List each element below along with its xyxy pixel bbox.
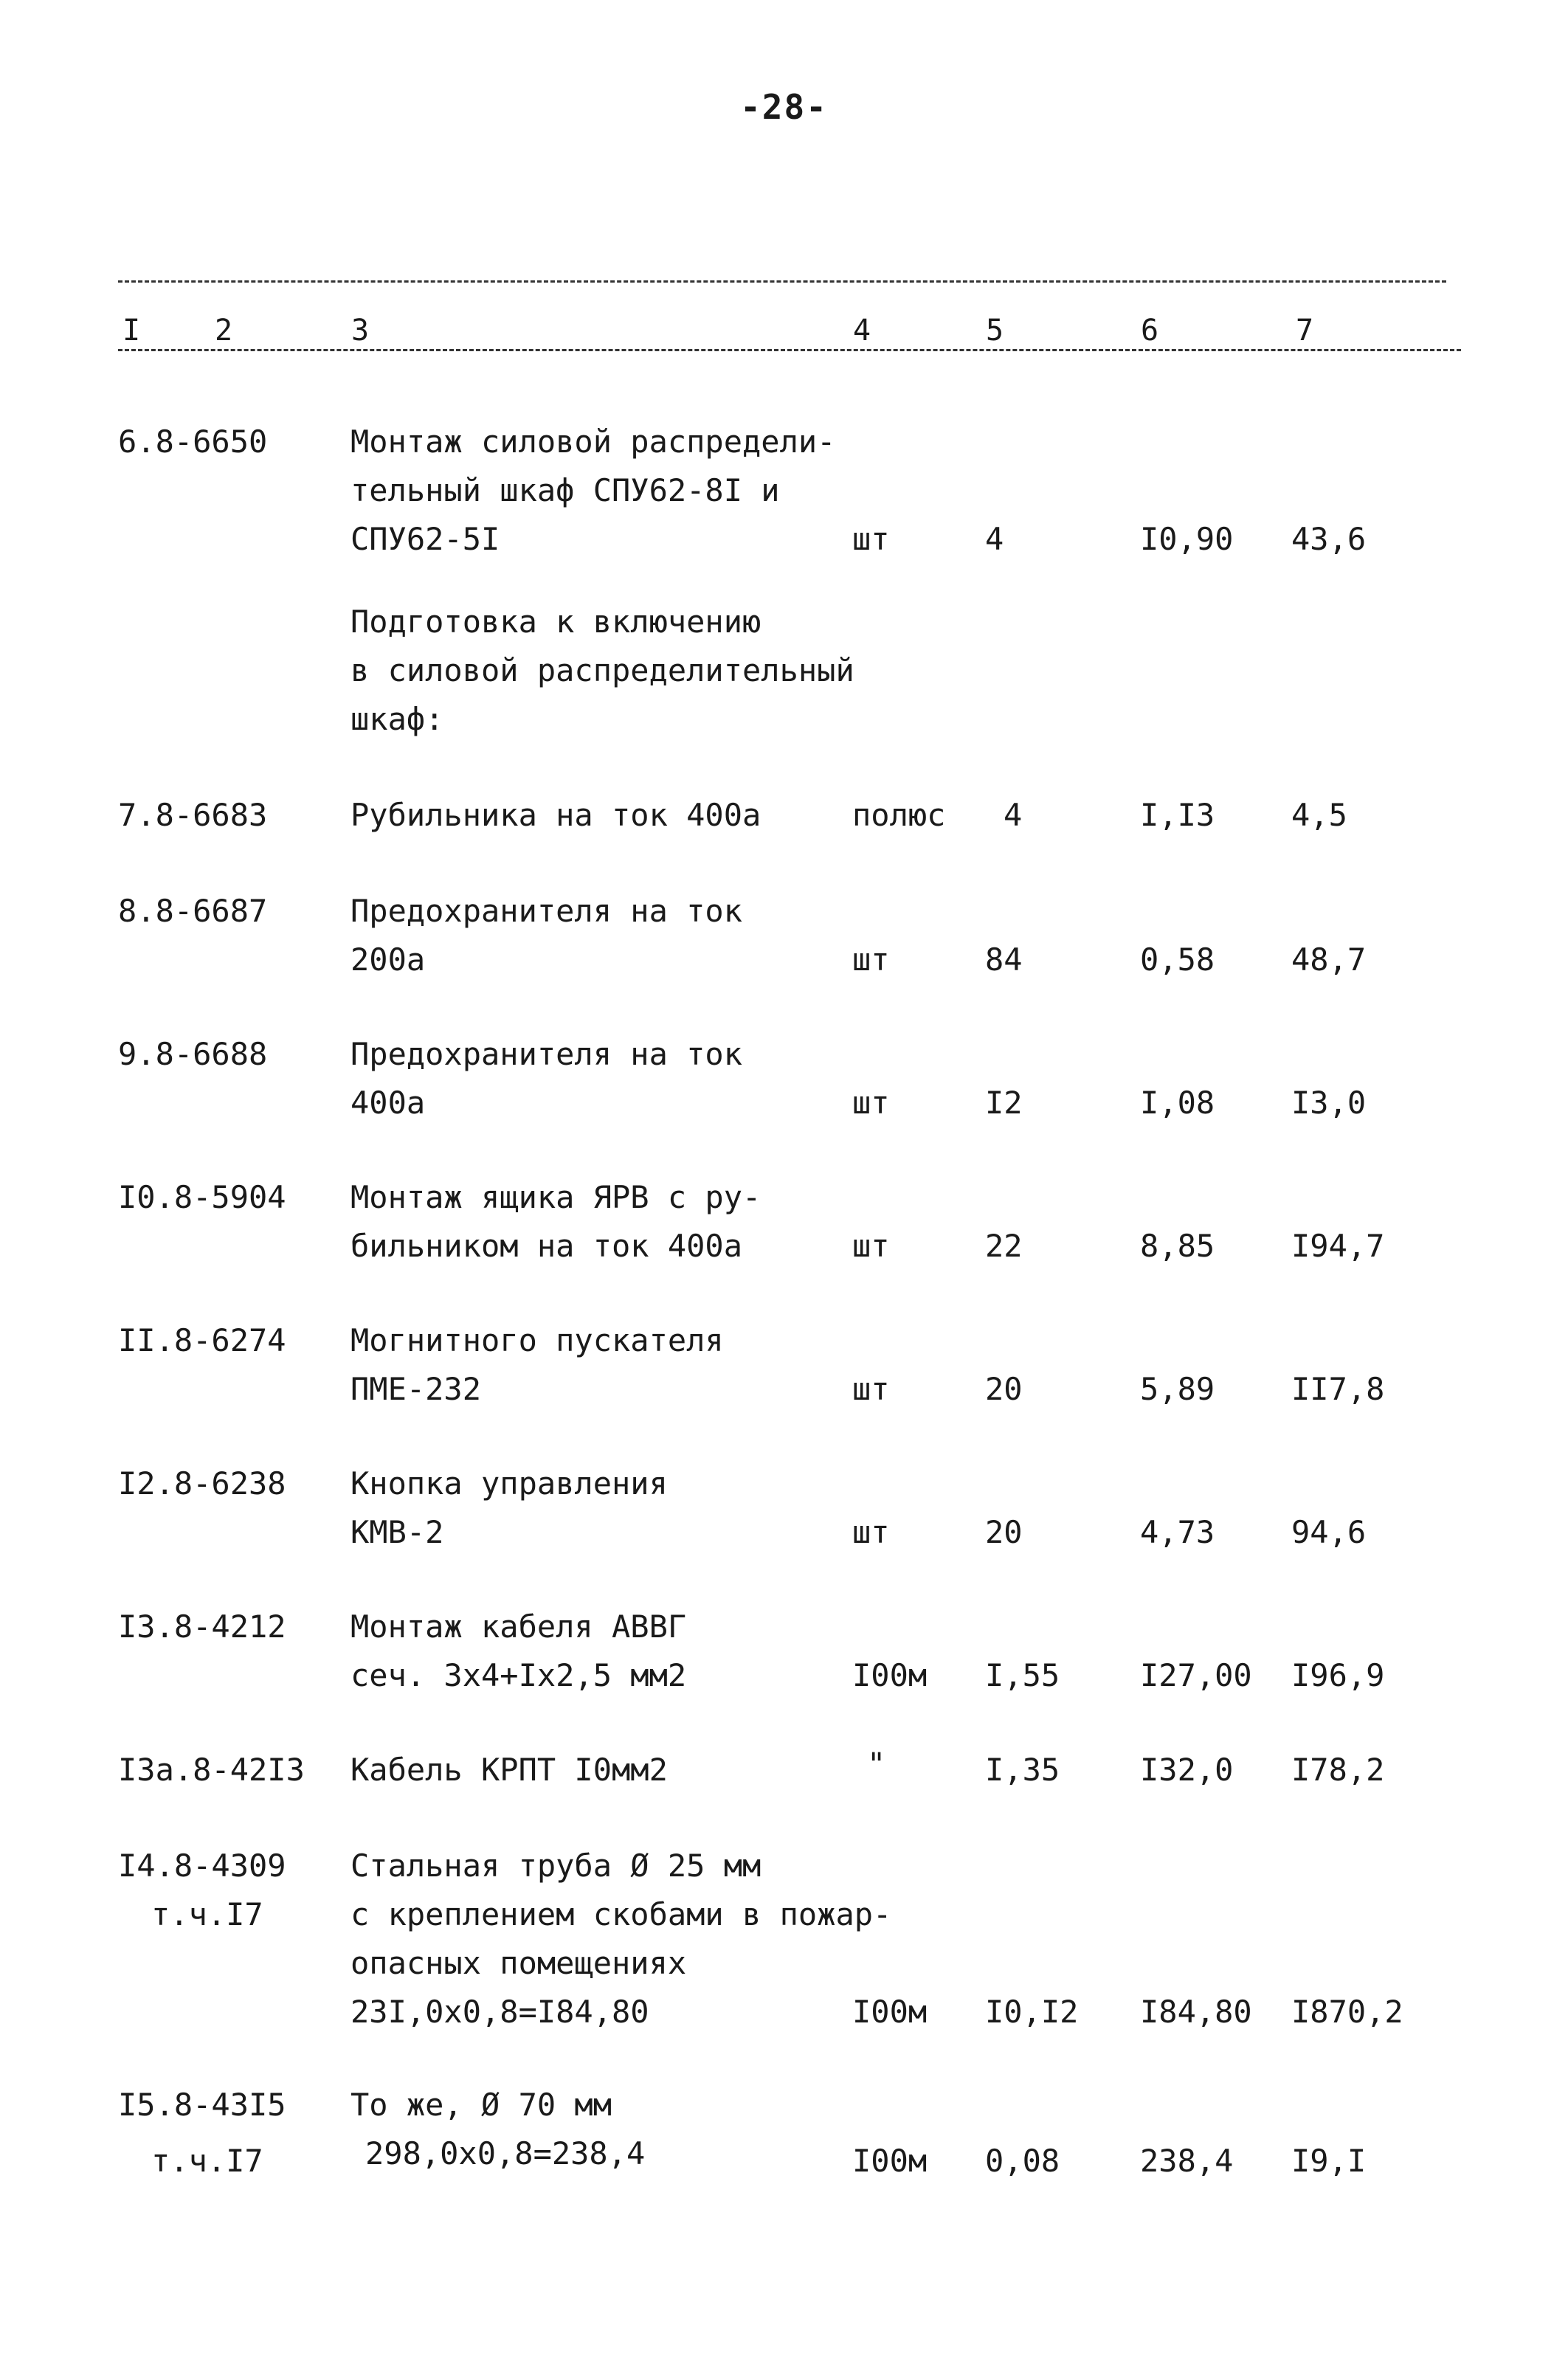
desc-line: Монтаж кабеля АВВГ (350, 1609, 687, 1645)
row-code: 6.8-6650 (118, 424, 268, 460)
desc-line: Кнопка управления (350, 1465, 668, 1502)
row-unit-price: 4,73 (1140, 1514, 1215, 1550)
row-unit-price: 0,58 (1140, 941, 1215, 978)
desc-line: Предохранителя на ток (350, 1036, 743, 1072)
header-dash-line (118, 349, 1461, 351)
col-header-4: 4 (849, 314, 875, 348)
table-header (0, 314, 1568, 358)
row-unit: шт (852, 1085, 890, 1121)
desc-line: тельный шкаф СПУ62-8I и (350, 472, 780, 508)
desc-line: с креплением скобами в пожар- (350, 1896, 892, 1932)
row-description (350, 1316, 882, 1414)
row-quantity: 84 (985, 941, 1023, 978)
desc-line: опасных помещениях (350, 1945, 687, 1981)
row-unit-price: I27,00 (1140, 1657, 1252, 1693)
row-total: I9,I (1291, 2143, 1367, 2179)
col-header-5: 5 (981, 314, 1008, 348)
row-total: 48,7 (1291, 941, 1367, 978)
row-unit: шт (852, 1371, 890, 1407)
row-code: I3.8-4212 (118, 1609, 286, 1645)
row-quantity: 22 (985, 1228, 1023, 1264)
desc-line: То же, Ø 70 мм (350, 2087, 612, 2123)
row-code: I0.8-5904 (118, 1179, 286, 1215)
row-quantity: 4 (985, 521, 1004, 557)
row-unit: шт (852, 1514, 890, 1550)
row-total: II7,8 (1291, 1371, 1385, 1407)
row-quantity: 20 (985, 1371, 1023, 1407)
row-unit: полюс (852, 797, 946, 833)
row-code: I3а.8-42I3 (118, 1752, 305, 1788)
row-quantity: 20 (985, 1514, 1023, 1550)
row-unit: I00м (852, 1657, 928, 1693)
row-description (350, 598, 882, 744)
desc-line: Могнитного пускателя (350, 1322, 724, 1358)
row-quantity: I,35 (985, 1752, 1060, 1788)
row-unit-price: 238,4 (1140, 2143, 1234, 2179)
desc-line: сеч. 3х4+Iх2,5 мм2 (350, 1657, 687, 1693)
col-header-7: 7 (1291, 314, 1318, 348)
row-unit: шт (852, 941, 890, 978)
row-description (350, 1603, 882, 1700)
row-code: I5.8-43I5 (118, 2087, 286, 2123)
row-total: 4,5 (1291, 797, 1347, 833)
row-description (350, 418, 882, 564)
row-total: I870,2 (1291, 1994, 1403, 2030)
row-description (350, 1030, 882, 1127)
row-unit-price: I0,90 (1140, 521, 1234, 557)
row-unit-price: I,I3 (1140, 797, 1215, 833)
row-code: II.8-6274 (118, 1322, 286, 1358)
row-total: I3,0 (1291, 1085, 1367, 1121)
row-description (350, 887, 882, 984)
col-header-2: 2 (210, 314, 237, 348)
row-unit-price: 5,89 (1140, 1371, 1215, 1407)
row-total: I78,2 (1291, 1752, 1385, 1788)
row-unit-price: I84,80 (1140, 1994, 1252, 2030)
desc-line: Подготовка к включению (350, 604, 761, 640)
row-unit-price: 8,85 (1140, 1228, 1215, 1264)
row-code: 7.8-6683 (118, 797, 268, 833)
row-code: I2.8-6238 (118, 1465, 286, 1502)
row-code: 9.8-6688 (118, 1036, 268, 1072)
row-total: I94,7 (1291, 1228, 1385, 1264)
row-description (350, 1459, 882, 1557)
row-total: I96,9 (1291, 1657, 1385, 1693)
desc-line: 200а (350, 941, 426, 978)
row-quantity: I2 (985, 1085, 1023, 1121)
desc-line: 400а (350, 1085, 426, 1121)
row-code-note: т.ч.I7 (151, 2143, 263, 2179)
col-header-6: 6 (1136, 314, 1163, 348)
desc-line: 23I,0х0,8=I84,80 (350, 1994, 649, 2030)
row-unit: шт (852, 1228, 890, 1264)
desc-line: в силовой распределительный (350, 652, 854, 688)
row-quantity: I0,I2 (985, 1994, 1079, 2030)
row-quantity: 4 (1004, 797, 1023, 833)
col-header-1: I (118, 314, 145, 348)
row-quantity: 0,08 (985, 2143, 1060, 2179)
desc-line: СПУ62-5I (350, 521, 500, 557)
row-unit: I00м (852, 1994, 928, 2030)
desc-line: КМВ-2 (350, 1514, 444, 1550)
desc-line: Монтаж ящика ЯРВ с ру- (350, 1179, 761, 1215)
row-description (350, 1173, 882, 1271)
page-number: -28- (740, 87, 828, 127)
desc-line: Предохранителя на ток (350, 893, 743, 929)
row-unit: шт (852, 521, 890, 557)
desc-line: Кабель КРПТ I0мм2 (350, 1752, 668, 1788)
col-header-3: 3 (347, 314, 373, 348)
row-total: 43,6 (1291, 521, 1367, 557)
table-top-rule (118, 280, 1446, 283)
desc-line: Монтаж силовой распредели- (350, 424, 836, 460)
row-description (350, 1746, 882, 1794)
row-unit: I00м (852, 2143, 928, 2179)
row-description (350, 791, 882, 840)
row-unit-price: I,08 (1140, 1085, 1215, 1121)
row-total: 94,6 (1291, 1514, 1367, 1550)
row-description (350, 2081, 882, 2178)
row-quantity: I,55 (985, 1657, 1060, 1693)
desc-line: Стальная труба Ø 25 мм (350, 1848, 761, 1884)
desc-line: ПМЕ-232 (350, 1371, 482, 1407)
desc-line: бильником на ток 400а (350, 1228, 743, 1264)
desc-line: Рубильника на ток 400а (350, 797, 761, 833)
row-code-note: т.ч.I7 (151, 1896, 263, 1932)
desc-line: шкаф: (350, 701, 444, 737)
row-unit: " (867, 1746, 886, 1782)
row-code: I4.8-4309 (118, 1848, 286, 1884)
row-unit-price: I32,0 (1140, 1752, 1234, 1788)
row-code: 8.8-6687 (118, 893, 268, 929)
desc-line: 298,0х0,8=238,4 (365, 2135, 646, 2171)
